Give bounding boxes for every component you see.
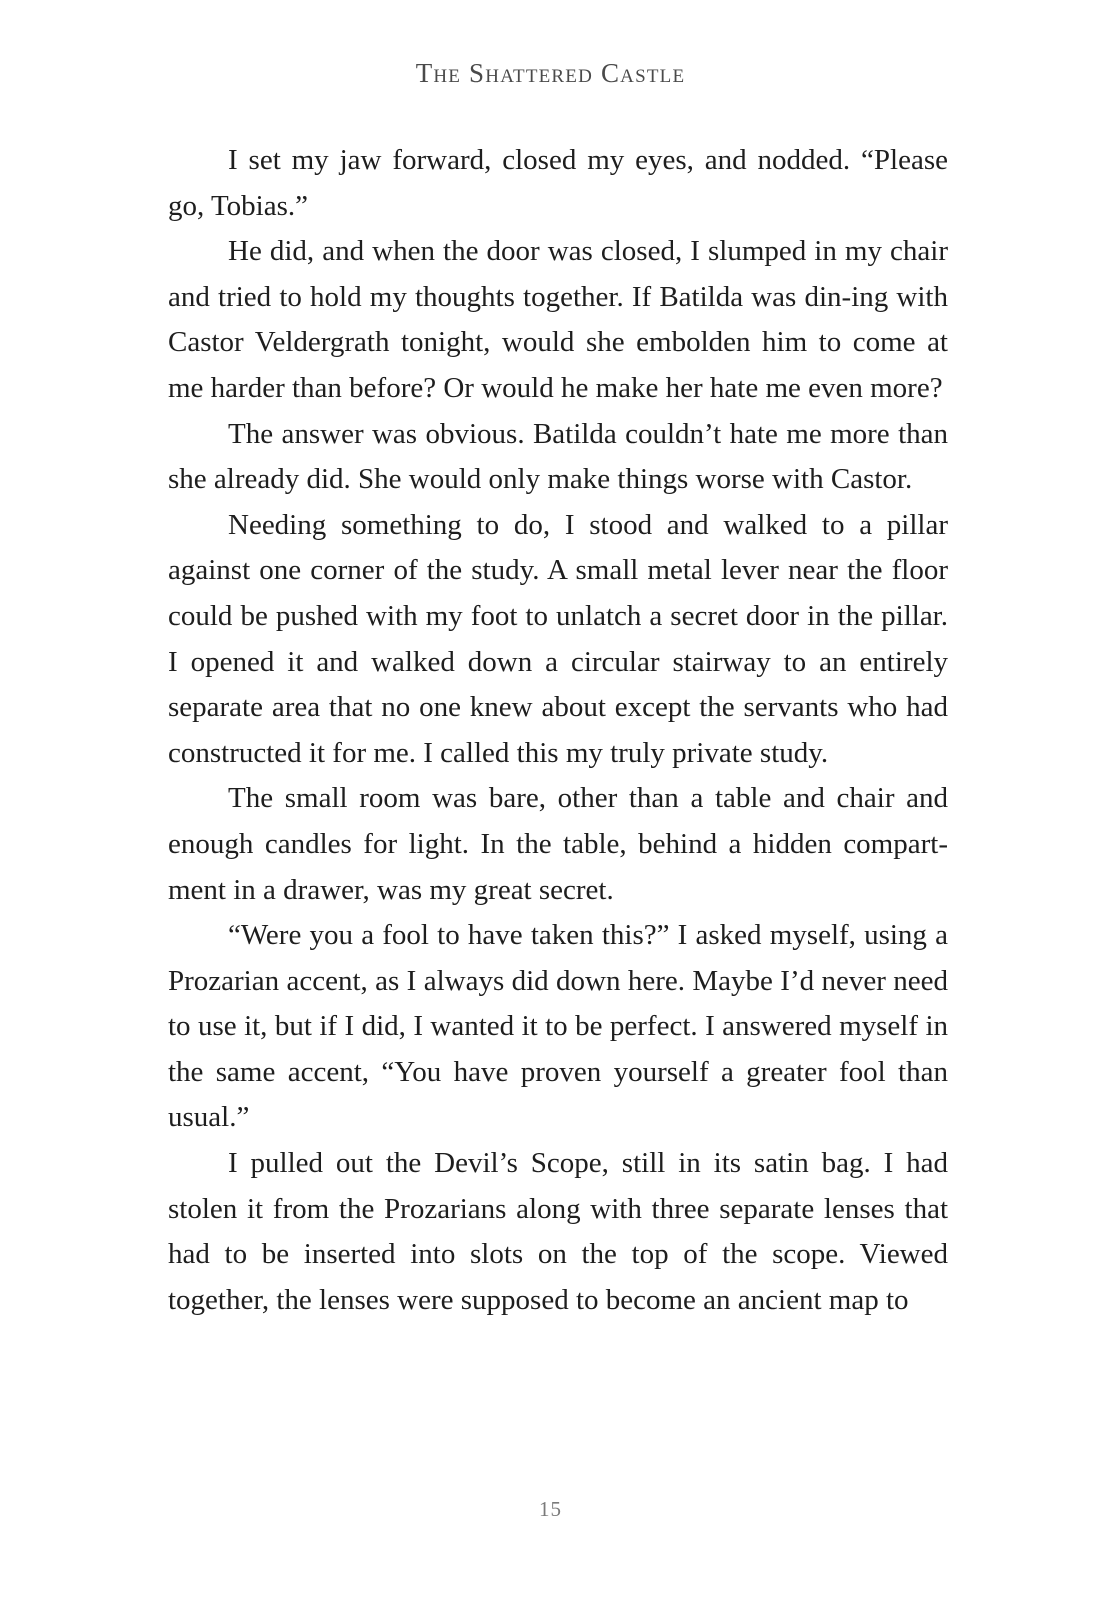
- body-text: [168, 138, 948, 1323]
- paragraph-2: He did, and when the door was closed, I slumped in my chair and tried to hold my thoughts together. If Batilda was din-ing with Castor Veldergrath tonight, would she embolden him to come at me harder than before? Or would he make her hate me even more?: [168, 235, 948, 404]
- paragraph-5: The small room was bare, other than a table and chair and enough candles for light. In the table, behind a hidden compart-ment in a drawer, was my great secret.: [168, 782, 948, 906]
- paragraph-4: Needing something to do, I stood and walked to a pillar against one corner of the study. A small metal lever near the floor could be pushed with my foot to unlatch a secret door in the pillar. I opened it and walked down a circular stairway to an entirely separate area that no one knew about except the servants who had constructed it for me. I called this my truly private study.: [168, 508, 948, 769]
- paragraph-1: I set my jaw forward, closed my eyes, and nodded. “Please go, Tobias.”: [168, 144, 948, 222]
- running-head-title: The Shattered Castle: [415, 58, 686, 88]
- paragraph-7: I pulled out the Devil’s Scope, still in its satin bag. I had stolen it from the Prozarians along with three separate lenses that had to be inserted into slots on the top of the scope. Viewed together, the lenses were supposed to become an ancient map to: [168, 1147, 948, 1316]
- paragraph-3: The answer was obvious. Batilda couldn’t hate me more than she already did. She would only make things worse with Castor.: [168, 417, 948, 496]
- paragraph-6: “Were you a fool to have taken this?” I asked myself, using a Prozarian accent, as I always did down here. Maybe I’d never need to use it, but if I did, I wanted it to be perfect. I answered myself in the same accent, “You have proven yourself a greater fool than usual.”: [168, 919, 948, 1134]
- page-number: 15: [539, 1497, 562, 1521]
